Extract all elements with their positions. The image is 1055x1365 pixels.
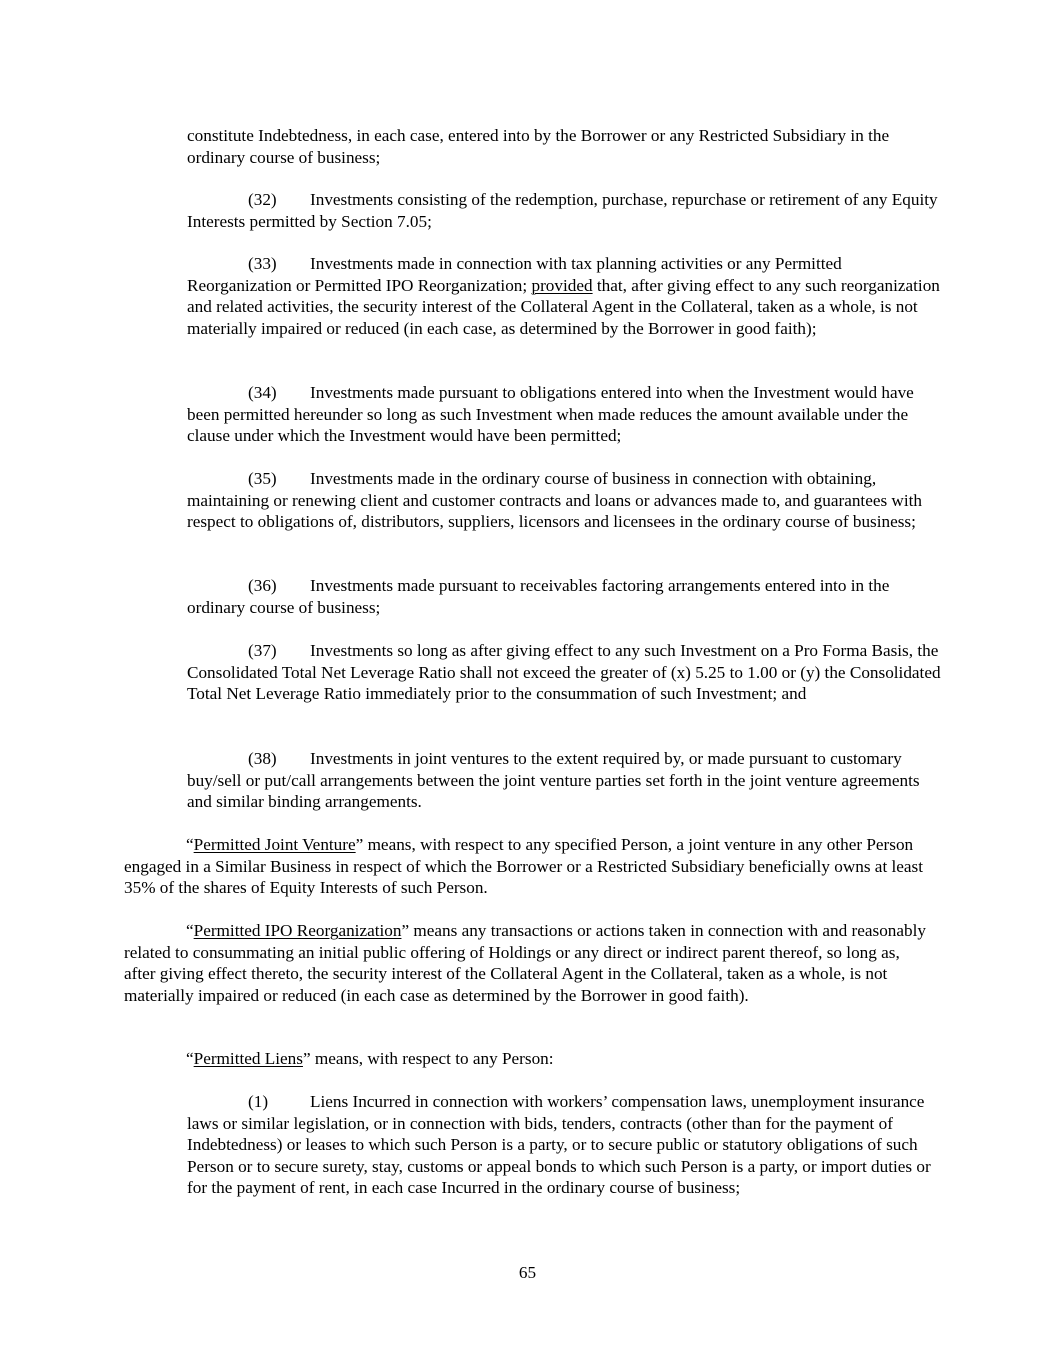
investment-item-37 xyxy=(187,640,947,705)
definition-text: ” means, with respect to any specified Person, a joint venture in any other Person engaged in a Similar Business in respect of which the Borrower or a Restricted Subsidiary beneficially owns at least 35% of the shares of Equity Interests of such Person. xyxy=(124,835,924,898)
definition-text: ” means, with respect to any Person: xyxy=(302,1049,554,1068)
item-number: (33) xyxy=(248,254,277,273)
item-text: Investments in joint ventures to the extent required by, or made pursuant to customary buy/sell or put/call arrangements between the joint venture parties set forth in the joint venture agreements and similar binding arrangements. xyxy=(187,749,920,812)
continuation-paragraph xyxy=(187,125,947,168)
investment-item-33 xyxy=(187,253,947,339)
investment-item-38 xyxy=(187,748,947,813)
item-number: (32) xyxy=(248,190,277,209)
item-text: Investments so long as after giving effect to any such Investment on a Pro Forma Basis, the Consolidated Total Net Leverage Ratio shall not exceed the greater of (x) 5.25 to 1.00 or (y) the Consolidated Total Net Leverage Ratio immediately prior to the consummation of such Investment; and xyxy=(187,641,941,704)
item-number: (35) xyxy=(248,469,277,488)
item-text: Investments made in the ordinary course of business in connection with obtaining, maintaining or renewing client and customer contracts and loans or advances made to, and guarantees with respect to obligations of, distributors, suppliers, licensors and licensees in the ordinary course of business; xyxy=(187,469,922,532)
item-number: (34) xyxy=(248,383,277,402)
investment-item-32 xyxy=(187,189,947,232)
item-number: (38) xyxy=(248,749,277,768)
item-text: Investments made pursuant to obligations entered into when the Investment would have been permitted hereunder so long as such Investment when made reduces the amount available under the clause under which the Investment would have been permitted; xyxy=(187,383,914,446)
item-text: Investments made pursuant to receivables factoring arrangements entered into in the ordinary course of business; xyxy=(187,576,890,617)
lien-item-1 xyxy=(187,1091,947,1199)
item-number: (36) xyxy=(248,576,277,595)
open-quote: “ xyxy=(186,921,194,940)
item-text-before: Investments made in connection with tax planning activities or any Permitted Reorganization or Permitted IPO Reorganization; xyxy=(187,254,842,295)
defined-term: Permitted Joint Venture xyxy=(193,835,356,854)
investment-item-35 xyxy=(187,468,947,533)
item-text-after: that, after giving effect to any such reorganization and related activities, the security interest of the Collateral Agent in the Collateral, taken as a whole, is not materially impaired or reduced (in each case, as determined by the Borrower in good faith); xyxy=(187,275,940,338)
definition-text: ” means any transactions or actions taken in connection with and reasonably related to consummating an initial public offering of Holdings or any direct or indirect parent thereof, so long as, after giving effect thereto, the security interest of the Collateral Agent in the Collateral, taken as a whole, is not materially impaired or reduced (in each case as determined by the Borrower in good faith). xyxy=(124,921,926,1005)
continuation-text: constitute Indebtedness, in each case, entered into by the Borrower or any Restricted Subsidiary in the ordinary course of business; xyxy=(187,126,890,167)
item-number: (1) xyxy=(248,1092,269,1111)
investment-item-34 xyxy=(187,382,947,447)
item-text: Investments consisting of the redemption, purchase, repurchase or retirement of any Equity Interests permitted by Section 7.05; xyxy=(187,190,938,231)
investment-item-36 xyxy=(187,575,947,618)
page-number: 65 xyxy=(518,1263,537,1282)
definition-permitted-liens xyxy=(124,1048,934,1070)
defined-term: Permitted Liens xyxy=(193,1049,303,1068)
open-quote: “ xyxy=(186,1049,194,1068)
definition-permitted-ipo-reorganization xyxy=(124,920,934,1006)
item-text: Liens Incurred in connection with workers’ compensation laws, unemployment insurance laws or similar legislation, or in connection with bids, tenders, contracts (other than for the payment of Indebtedness) or leases to which such Person is a party, or to secure public or statutory obligations of such Person or to secure surety, stay, customs or appeal bonds to which such Person is a party, or import duties or for the payment of rent, in each case Incurred in the ordinary course of business; xyxy=(187,1092,931,1198)
provided-term: provided xyxy=(531,275,593,295)
defined-term: Permitted IPO Reorganization xyxy=(193,921,402,940)
item-number: (37) xyxy=(248,641,277,660)
open-quote: “ xyxy=(186,835,194,854)
definition-permitted-joint-venture xyxy=(124,834,934,899)
